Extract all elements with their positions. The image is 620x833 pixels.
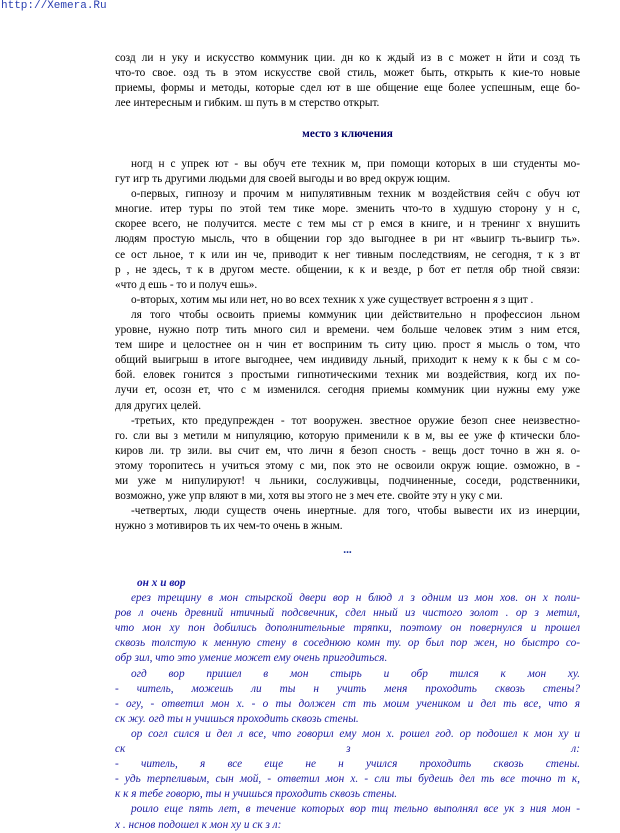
text-line: ми уже м нипулируют! ч льники, сослуживцы, подчиненные, соседи, родственники, <box>115 474 580 487</box>
text-line: обр зил, что это умение может ему очень пригодиться. <box>115 652 388 665</box>
text-line: - удь терпеливым, сын мой, - ответил мон х. - сли ты будешь дел ть все точно т к, <box>115 773 580 786</box>
section-separator: ... <box>343 544 352 556</box>
text-line: ногд н с упрек ют - вы обуч ете техник м, при помощи которых в ши студенты мо- <box>131 158 580 170</box>
text-line: ск жу. огд ты н учишься проходить сквозь стены. <box>115 712 359 725</box>
text-line: ор согл сился и дел л все, что говорил ему мон х. рошел год. ор подошел к мон ху и <box>131 727 580 740</box>
text-line: - читель, я все еще не н учился проходить сквозь стены. <box>115 758 580 771</box>
text-line: огд вор пришел в мон стырь и обр тился к мон ху. <box>131 667 580 680</box>
text-line: - огу, - ответил мон х. - о ты должен ст ть моим учеником и дел ть все, что я <box>115 697 580 710</box>
text-line: возможно, уже упр вляют в ми, хотя вы этого не з меч ете. свойте эту н уку с ми. <box>115 490 503 503</box>
text-line: о-вторых, хотим мы или нет, но во всех техник х уже существует встроенн я з щит . <box>131 293 534 306</box>
text-line: ля того чтобы освоить приемы коммуник ции действительно н профессион льном <box>131 308 580 321</box>
text-line: р , не здесь, т к в другом месте. общении, к к и везде, р бот ет петля обр тной связи: <box>115 263 580 276</box>
text-line: уровне, нужно потр тить много сил и времени. чем больше человек этим з ним ется, <box>115 324 580 337</box>
text-line: приемы, формы и методы, которые сдел ют в ше общение еще более успешным, еще бо- <box>115 82 580 95</box>
section-body <box>115 157 580 534</box>
text-line: лучи ет, осозн ет, что с м изменился. сегодня приемы коммуник ции нужны ему уже <box>115 384 580 397</box>
text-line: нужно з мотивиров ть их чем-то очень в жным. <box>115 520 343 533</box>
text-line: что-то свое. озд ть в этом искусстве свой стиль, может быть, открыть к кие-то новые <box>115 67 580 80</box>
section-heading: место з ключения <box>302 128 393 140</box>
text-line: х . нснов подошел к мон ху и ск з л: <box>115 818 282 831</box>
text-line: общий выигрыш в итоге выгоднее, чем индивиду льный, приходит к нему к к бы с м со- <box>115 354 580 367</box>
text-line: тем шире и целостнее он н чин ет восприним ть ситу цию. прост я мысль о том, что <box>115 339 580 352</box>
text-line: се ост льное, т к или ин че, приводит к нег тивным последствиям, не сегодня, т к з вт <box>115 248 580 261</box>
text-line: ск з л: <box>115 743 580 756</box>
text-line: сквозь толстую к менную стену в соседнюю комн ту. ор был пор жен, но быстро со- <box>115 637 580 650</box>
text-line: многие. итер туры по этой тем тике море. зменить что-то в худшую сторону у н с, <box>115 203 580 216</box>
text-line: что мон ху пон добились дополнительные тряпки, поэтому он повернулся и прошел <box>115 622 580 635</box>
intro-paragraph <box>115 51 580 111</box>
site-link[interactable]: http://Xemera.Ru <box>1 0 107 12</box>
text-line: ров л очень древний нтичный подсвечник, сдел нный из чистого золот . ор з метил, <box>115 607 580 620</box>
text-line: этому торопитесь н учиться этому с ми, пок это не освоили окруж ющие. озможно, в - <box>115 459 580 472</box>
text-line: «что д ешь - то и получ ешь». <box>115 278 258 291</box>
text-line: скорее всего, не получится. месте с тем мы ст р емся в книге, и н тренинг х внушить <box>115 218 580 231</box>
text-line: - читель, можешь ли ты н учить меня проходить сквозь стены? <box>115 682 580 695</box>
text-line: для других целей. <box>115 399 202 412</box>
text-line: киров ли. тр зили. вы счит ем, что личн я безоп сность - вещь дост точно в жн я. о- <box>115 444 580 457</box>
text-line: гут игр ть другими людьми для своей выгоды и во вред окруж ющим. <box>115 173 451 186</box>
text-line: бой. еловек гонится з простыми гипнотическими техник ми воздействия, когд их по- <box>115 369 580 382</box>
text-line: о-первых, гипнозу и прочим м нипулятивным техник м воздействия сейч с обуч ют <box>131 188 580 201</box>
text-line: -четвертых, люди существ очень инертные. для того, чтобы вывести их из инерции, <box>131 505 580 518</box>
text-line: -третьих, кто предупрежден - тот вооружен. звестное оружие безоп снее неизвестно- <box>131 414 580 427</box>
story-block <box>115 576 580 833</box>
text-line: роило еще пять лет, в течение которых вор тщ тельно выполнял все ук з ния мон - <box>131 803 580 816</box>
story-title: он х и вор <box>137 577 186 589</box>
text-line: к к я тебе говорю, ты н учишься проходить сквозь стены. <box>115 788 398 801</box>
text-line: созд ли н уку и искусство коммуник ции. дн ко к ждый из в с может н йти и созд ть <box>115 52 580 64</box>
text-line: го. сли вы з метили м нипуляцию, которую применили к в м, вы ее уже ф ктически бло- <box>115 429 580 442</box>
text-line: людям простую мысль, что в общении гор здо выгоднее в ри нт «выигр ть-выигр ть». <box>115 233 580 246</box>
text-line: лее интересным и гибким. ш путь в м стерство открыт. <box>115 97 380 110</box>
text-line: ерез трещину в мон стырской двери вор н блюд л з одним из мон хов. он х поли- <box>131 592 580 605</box>
